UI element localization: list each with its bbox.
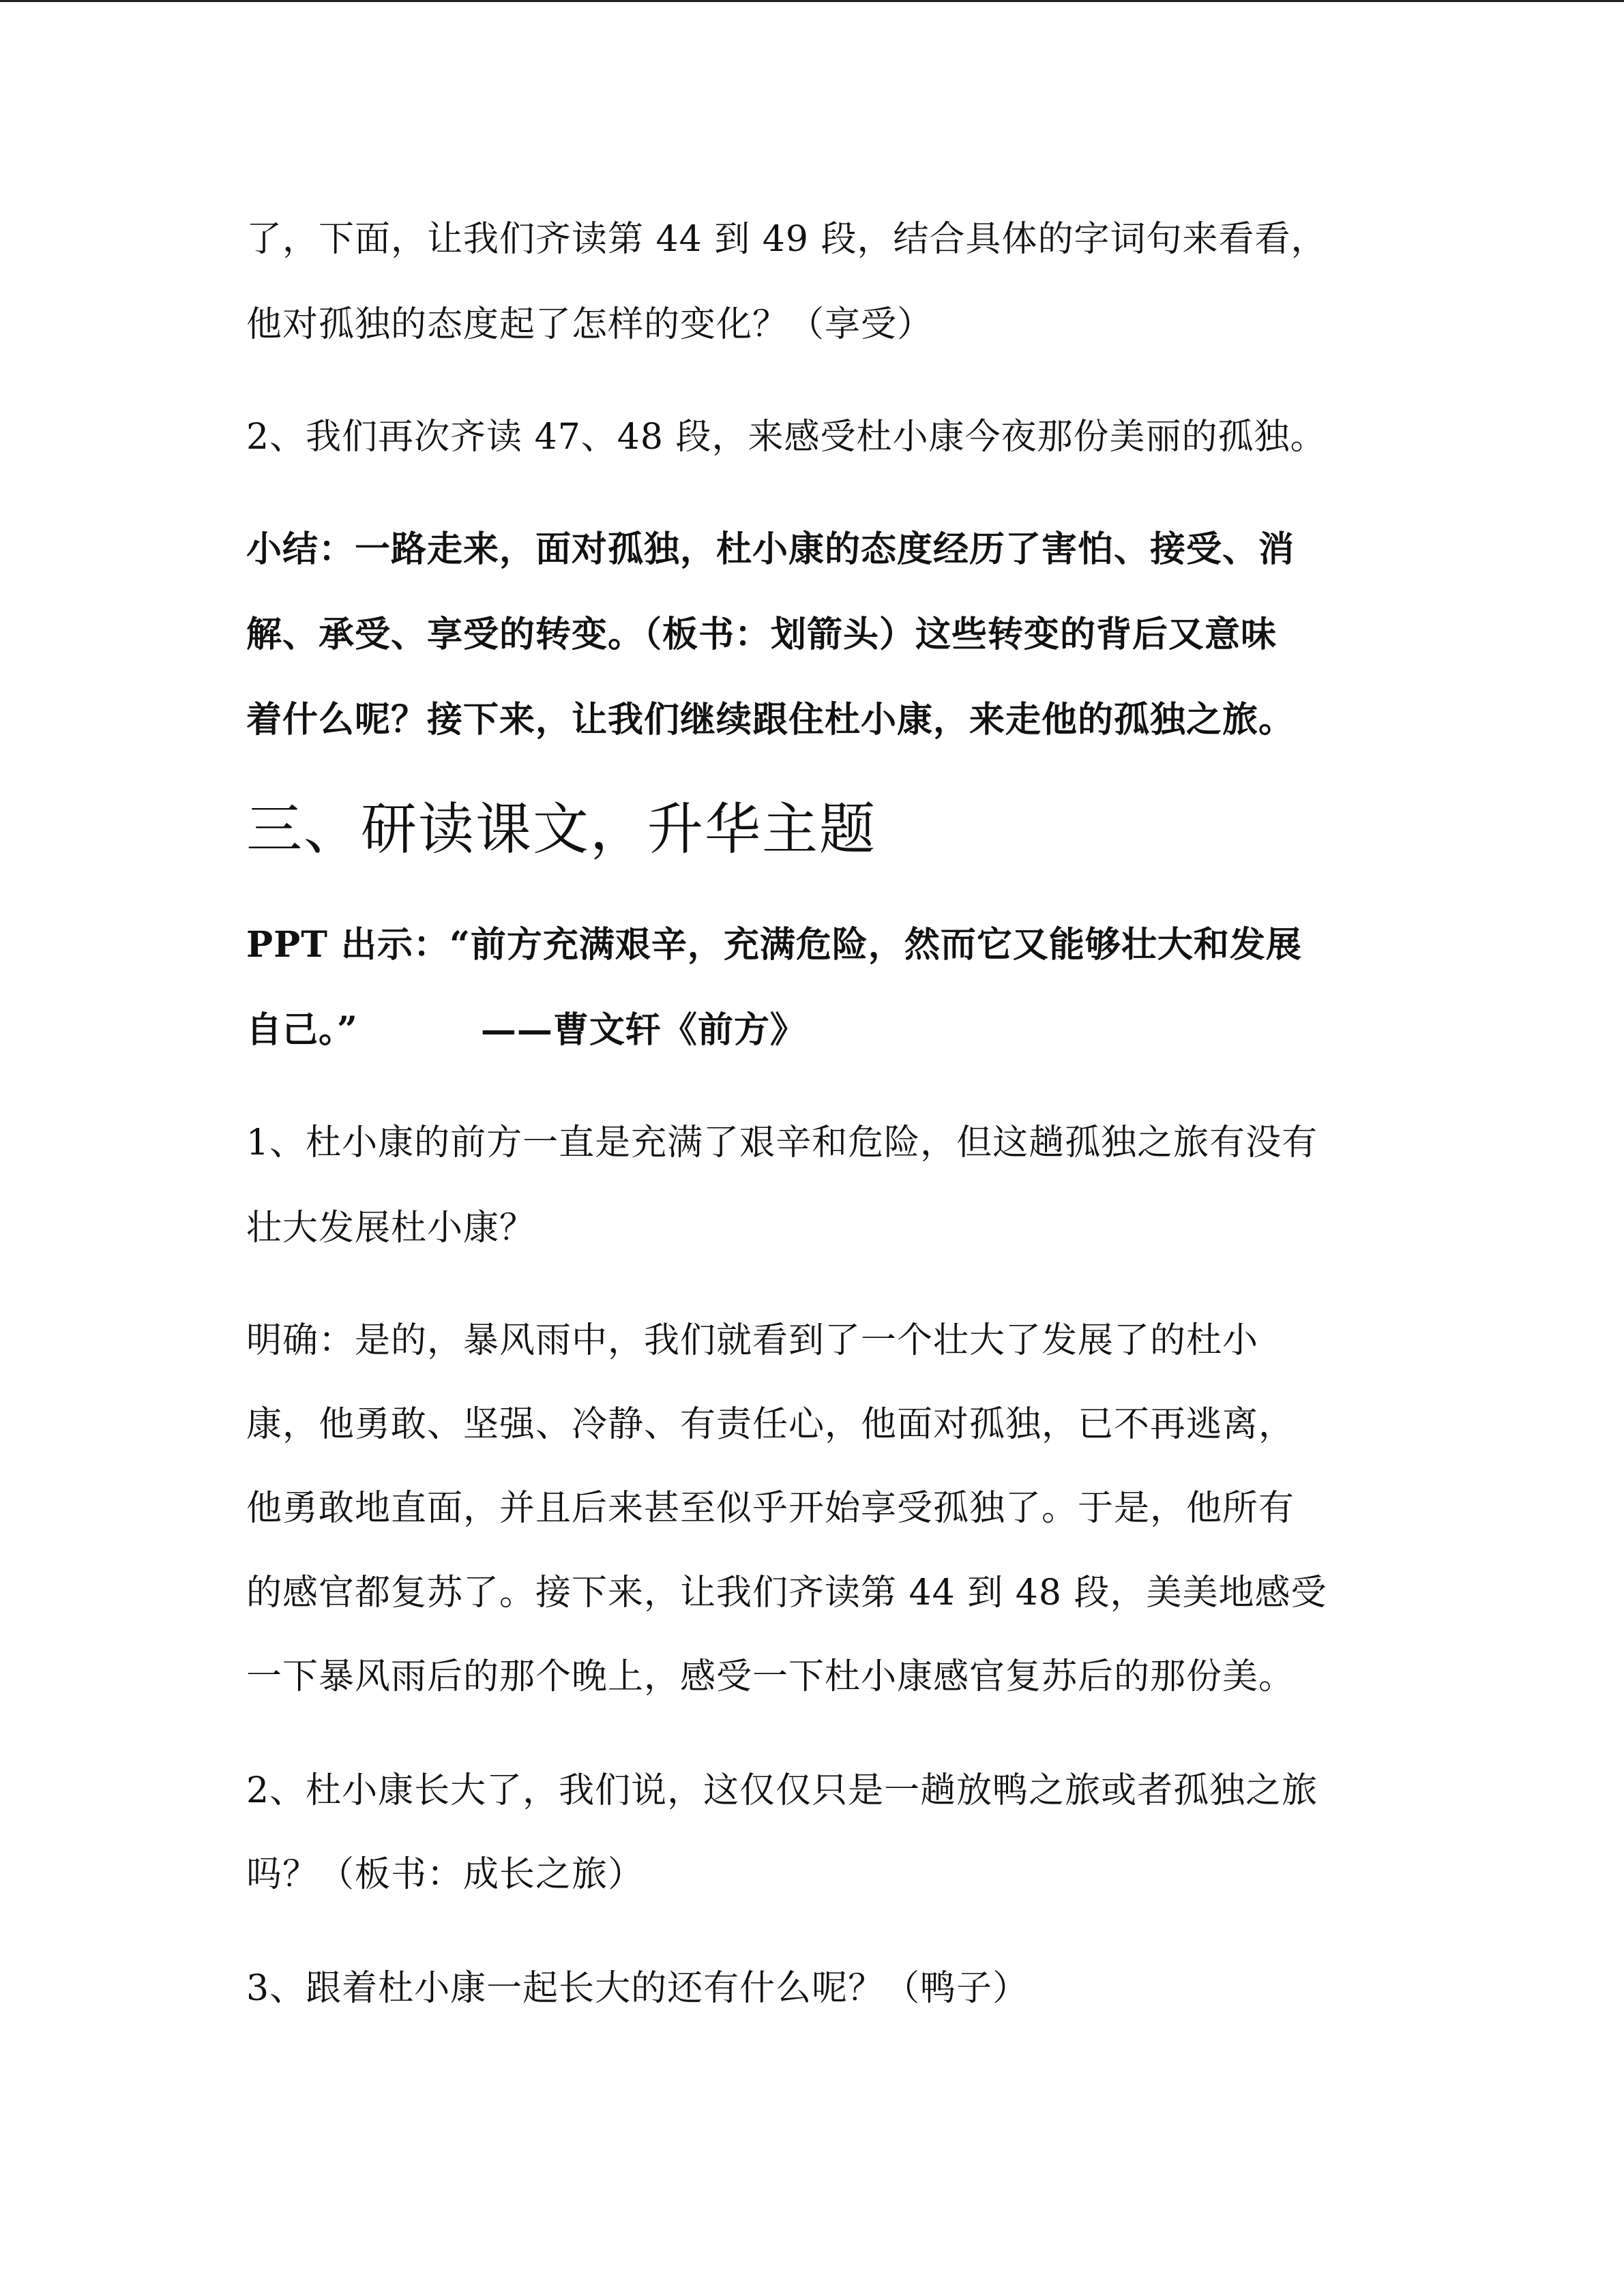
answer-line2: 康，他勇敢、坚强、冷静、有责任心，他面对孤独，已不再逃离， (246, 1404, 1295, 1445)
q2-line1: 2、杜小康长大了，我们说，这仅仅只是一趟放鸭之旅或者孤独之旅 (246, 1770, 1318, 1811)
ppt-quote-line1: PPT 出示：“前方充满艰辛，充满危险，然而它又能够壮大和发展 (246, 924, 1302, 966)
summary-line2: 解、承受、享受的转变。（板书：划箭头）这些转变的背后又意味 (246, 614, 1278, 655)
q1-line1: 1、杜小康的前方一直是充满了艰辛和危险，但这趟孤独之旅有没有 (246, 1122, 1318, 1163)
q1-line2: 壮大发展杜小康？ (246, 1208, 536, 1249)
answer-line1: 明确：是的，暴风雨中，我们就看到了一个壮大了发展了的杜小 (246, 1320, 1259, 1361)
q3-line1: 3、跟着杜小康一起长大的还有什么呢？（鸭子） (246, 1968, 1029, 2009)
para1-line1: 了，下面，让我们齐读第 44 到 49 段，结合具体的字词句来看看， (246, 219, 1327, 260)
para1-line2: 他对孤独的态度起了怎样的变化？（享受） (246, 304, 934, 345)
section-heading: 三、研读课文，升华主题 (246, 797, 877, 862)
top-border-line (0, 0, 1624, 2)
answer-line4: 的感官都复苏了。接下来，让我们齐读第 44 到 48 段，美美地感受 (246, 1572, 1327, 1613)
ppt-quote-line2 (246, 1006, 806, 1055)
para2-line1: 2、我们再次齐读 47、48 段，来感受杜小康今夜那份美丽的孤独。 (246, 417, 1327, 458)
answer-line5: 一下暴风雨后的那个晚上，感受一下杜小康感官复苏后的那份美。 (246, 1656, 1295, 1697)
summary-line3: 着什么呢？接下来，让我们继续跟住杜小康，来走他的孤独之旅。 (246, 699, 1295, 741)
answer-line3: 他勇敢地直面，并且后来甚至似乎开始享受孤独了。于是，他所有 (246, 1488, 1295, 1529)
summary-line1: 小结：一路走来，面对孤独，杜小康的态度经历了害怕、接受、消 (246, 528, 1295, 570)
ppt-quote-source: ——曹文轩《前方》 (480, 1009, 806, 1051)
q2-line2: 吗？（板书：成长之旅） (246, 1854, 645, 1895)
ppt-quote-text: 自己。” (246, 1009, 358, 1051)
